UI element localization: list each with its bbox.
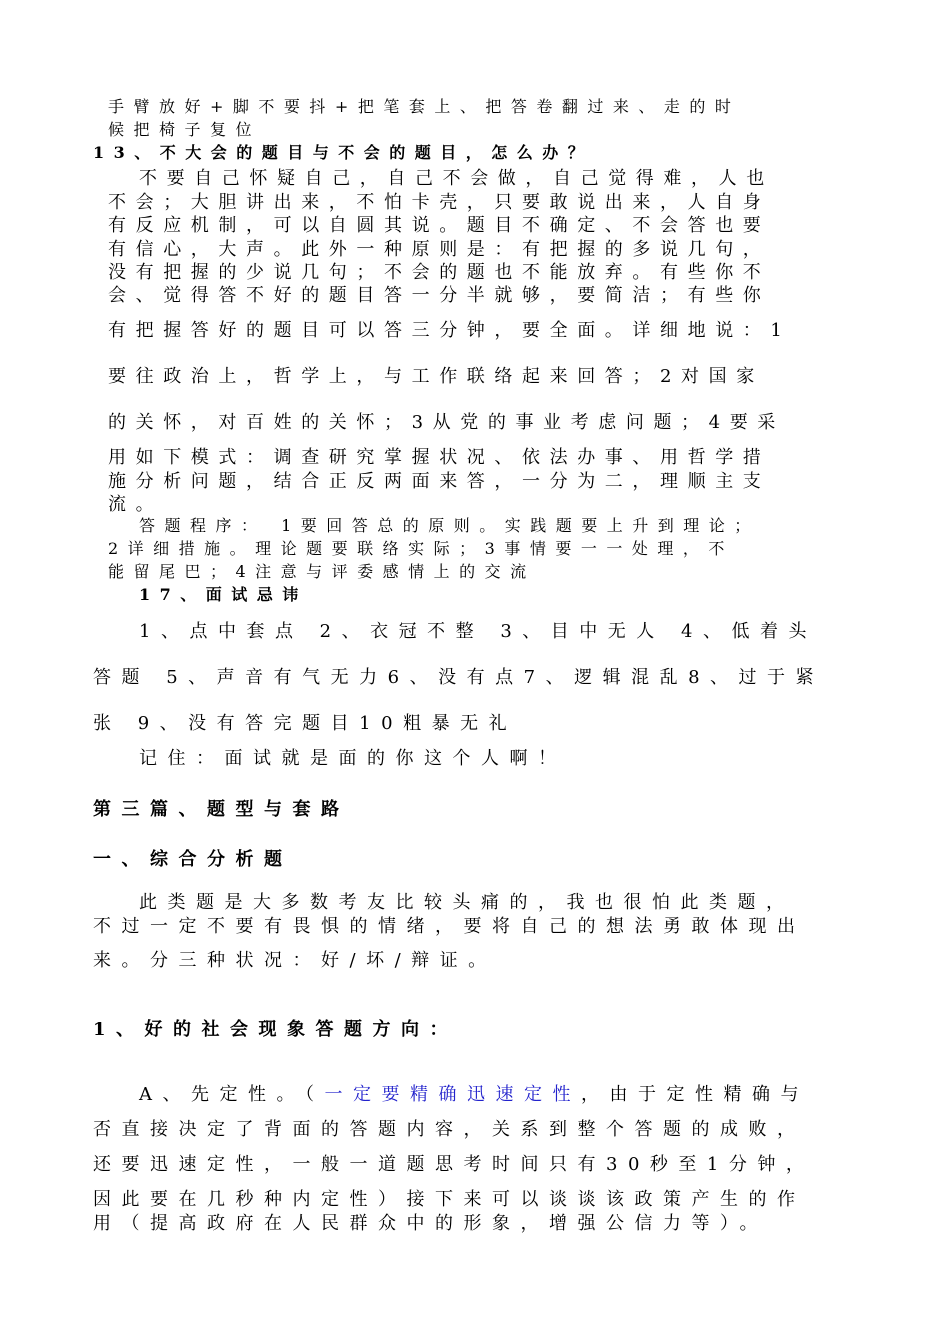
text-line-23: 记住：面试就是面的你这个人啊！ xyxy=(139,748,567,769)
section-heading-13: 13、不大会的题目与不会的题目，怎么办？ xyxy=(93,143,594,162)
part-heading: 第三篇、题型与套路 xyxy=(93,799,350,820)
text-line-28: 来。分三种状况：好/坏/辩证。 xyxy=(93,950,497,971)
text-line-18: 能留尾巴；4注意与评委感情上的交流 xyxy=(108,562,536,581)
text-line-21: 答题 5、声音有气无力6、没有点7、逻辑混乱8、过于紧 xyxy=(93,667,825,688)
text-line-16: 答题程序： 1要回答总的原则。实践题要上升到理论； xyxy=(139,516,760,535)
text-line-26: 此类题是大多数考友比较头痛的，我也很怕此类题， xyxy=(139,892,795,913)
text-line-9: 会、觉得答不好的题目答一分半就够，要简洁；有些你 xyxy=(108,285,771,306)
text-line-13: 用如下模式：调查研究掌握状况、依法办事、用哲学措 xyxy=(108,447,771,468)
text-line-11: 要往政治上，哲学上，与工作联络起来回答；2对国家 xyxy=(108,366,764,387)
text-line-4: 不要自己怀疑自己，自己不会做，自己觉得难，人也 xyxy=(139,168,774,189)
text-part: ，由于定性精确与 xyxy=(581,1084,809,1105)
text-line-1: 手臂放好+脚不要抖+把笔套上、把答卷翻过来、走的时 xyxy=(108,97,741,116)
subsection-heading: 一、综合分析题 xyxy=(93,849,293,870)
text-line-15: 流。 xyxy=(108,494,164,515)
text-line-20: 1、点中套点 2、衣冠不整 3、目中无人 4、低着头 xyxy=(139,621,817,642)
text-line-30 xyxy=(139,1080,809,1106)
text-line-2: 候把椅子复位 xyxy=(108,120,262,139)
text-line-8: 没有把握的少说几句；不会的题也不能放弃。有些你不 xyxy=(108,262,771,283)
text-line-17: 2详细措施。理论题要联络实际；3事情要一一处理，不 xyxy=(108,539,734,558)
text-line-6: 有反应机制，可以自圆其说。题目不确定、不会答也要 xyxy=(108,215,771,236)
text-line-32: 还要迅速定性，一般一道题思考时间只有30秒至1分钟， xyxy=(93,1154,815,1175)
text-line-10: 有把握答好的题目可以答三分钟，要全面。详细地说：1 xyxy=(108,320,792,341)
highlighted-text: 一定要精确迅速定性 xyxy=(324,1084,581,1105)
section-heading-17: 17、面试忌讳 xyxy=(139,585,308,604)
text-line-33: 因此要在几秒种内定性）接下来可以谈谈该政策产生的作 xyxy=(93,1189,806,1210)
text-line-14: 施分析问题，结合正反两面来答，一分为二，理顺主支 xyxy=(108,471,771,492)
text-line-22: 张 9、没有答完题目10粗暴无礼 xyxy=(93,713,518,734)
text-line-5: 不会；大胆讲出来，不怕卡壳，只要敢说出来，人自身 xyxy=(108,192,771,213)
point-heading-1: 1、好的社会现象答题方向： xyxy=(93,1019,459,1040)
text-line-27: 不过一定不要有畏惧的情绪，要将自己的想法勇敢体现出 xyxy=(93,916,806,937)
text-part: A、先定性。（ xyxy=(139,1084,325,1105)
text-line-31: 否直接决定了背面的答题内容，关系到整个答题的成败， xyxy=(93,1119,806,1140)
text-line-12: 的关怀，对百姓的关怀；3从党的事业考虑问题；4要采 xyxy=(108,412,785,433)
text-line-7: 有信心，大声。此外一种原则是：有把握的多说几句， xyxy=(108,239,771,260)
text-line-34: 用（提高政府在人民群众中的形象，增强公信力等）。 xyxy=(93,1213,768,1234)
